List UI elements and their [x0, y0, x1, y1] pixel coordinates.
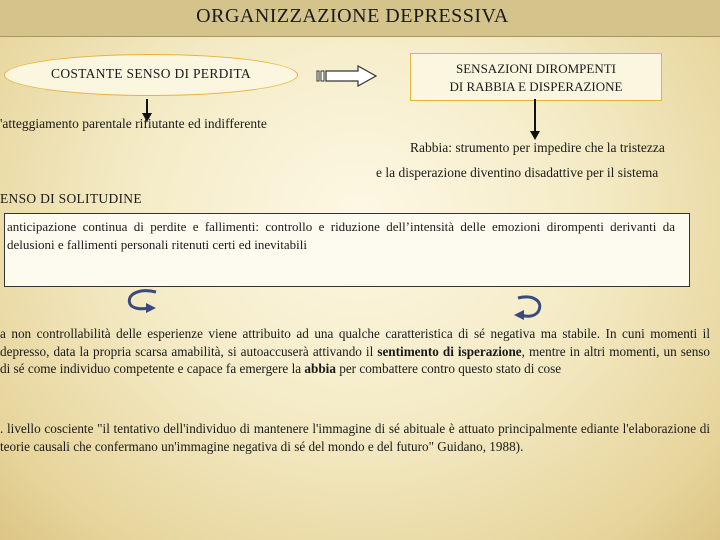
rabbia-line-1: Rabbia: strumento per impedire che la tristezza: [410, 140, 665, 155]
ellipse-label: COSTANTE SENSO DI PERDITA: [51, 66, 251, 81]
rabbia-line-2: e la disperazione diventino disadattive per il sistema: [376, 165, 659, 180]
solitude-heading: ENSO DI SOLITUDINE: [0, 191, 142, 206]
page-title: ORGANIZZAZIONE DEPRESSIVA: [196, 5, 509, 27]
paragraph-conscious-level: . livello cosciente "il tentativo dell'individuo di mantenere l'immagine di sé abituale è attuato principalmente ediante l'elaborazione di teorie causali che confermano un'immagine negativa di sé del mondo e del futuro" Guidano, 1988).: [0, 421, 710, 454]
paragraph1-part1: a non controllabilità delle esperienze viene attribuito ad una qualche caratteristica di sé negativa ma stabile. In cuni momenti il depresso, data la propria scarsa amabilità, si autoaccuserà attivando il: [0, 326, 710, 359]
paragraph1-bold-anger: abbia: [304, 361, 336, 376]
cycle-arrow-left-icon: [122, 286, 164, 314]
emotions-box: [410, 53, 662, 101]
paragraph1-part2: , mentre in altri momenti, un senso di sé come individuo competente e capace fa emergere la: [0, 343, 711, 376]
right-block-arrow-icon: [316, 65, 378, 87]
anticipation-text: anticipazione continua di perdite e fallimenti: controllo e riduzione dell’intensità delle emozioni dirompenti derivanti da delusioni e fallimenti personali ritenuti certi ed inevitabili: [7, 219, 675, 252]
down-arrow-rabbia-icon: [528, 99, 542, 141]
anticipation-box: [4, 213, 690, 287]
title-bar: [0, 0, 720, 37]
paragraph1-part3: per combattere contro questo stato di cose: [335, 361, 562, 376]
cycle-arrow-right-icon: [512, 292, 548, 322]
loss-ellipse: [4, 54, 298, 96]
paragraph1-bold-desperation: sentimento di isperazione: [377, 343, 522, 359]
emotions-box-text: [411, 60, 661, 96]
paragraph-controllability: [0, 325, 710, 378]
parental-attitude-text: 'atteggiamento parentale rifiutante ed indifferente: [0, 116, 267, 131]
emotions-line-2: DI RABBIA E DISPERAZIONE: [449, 79, 623, 94]
emotions-line-1: SENSAZIONI DIROMPENTI: [456, 61, 616, 76]
